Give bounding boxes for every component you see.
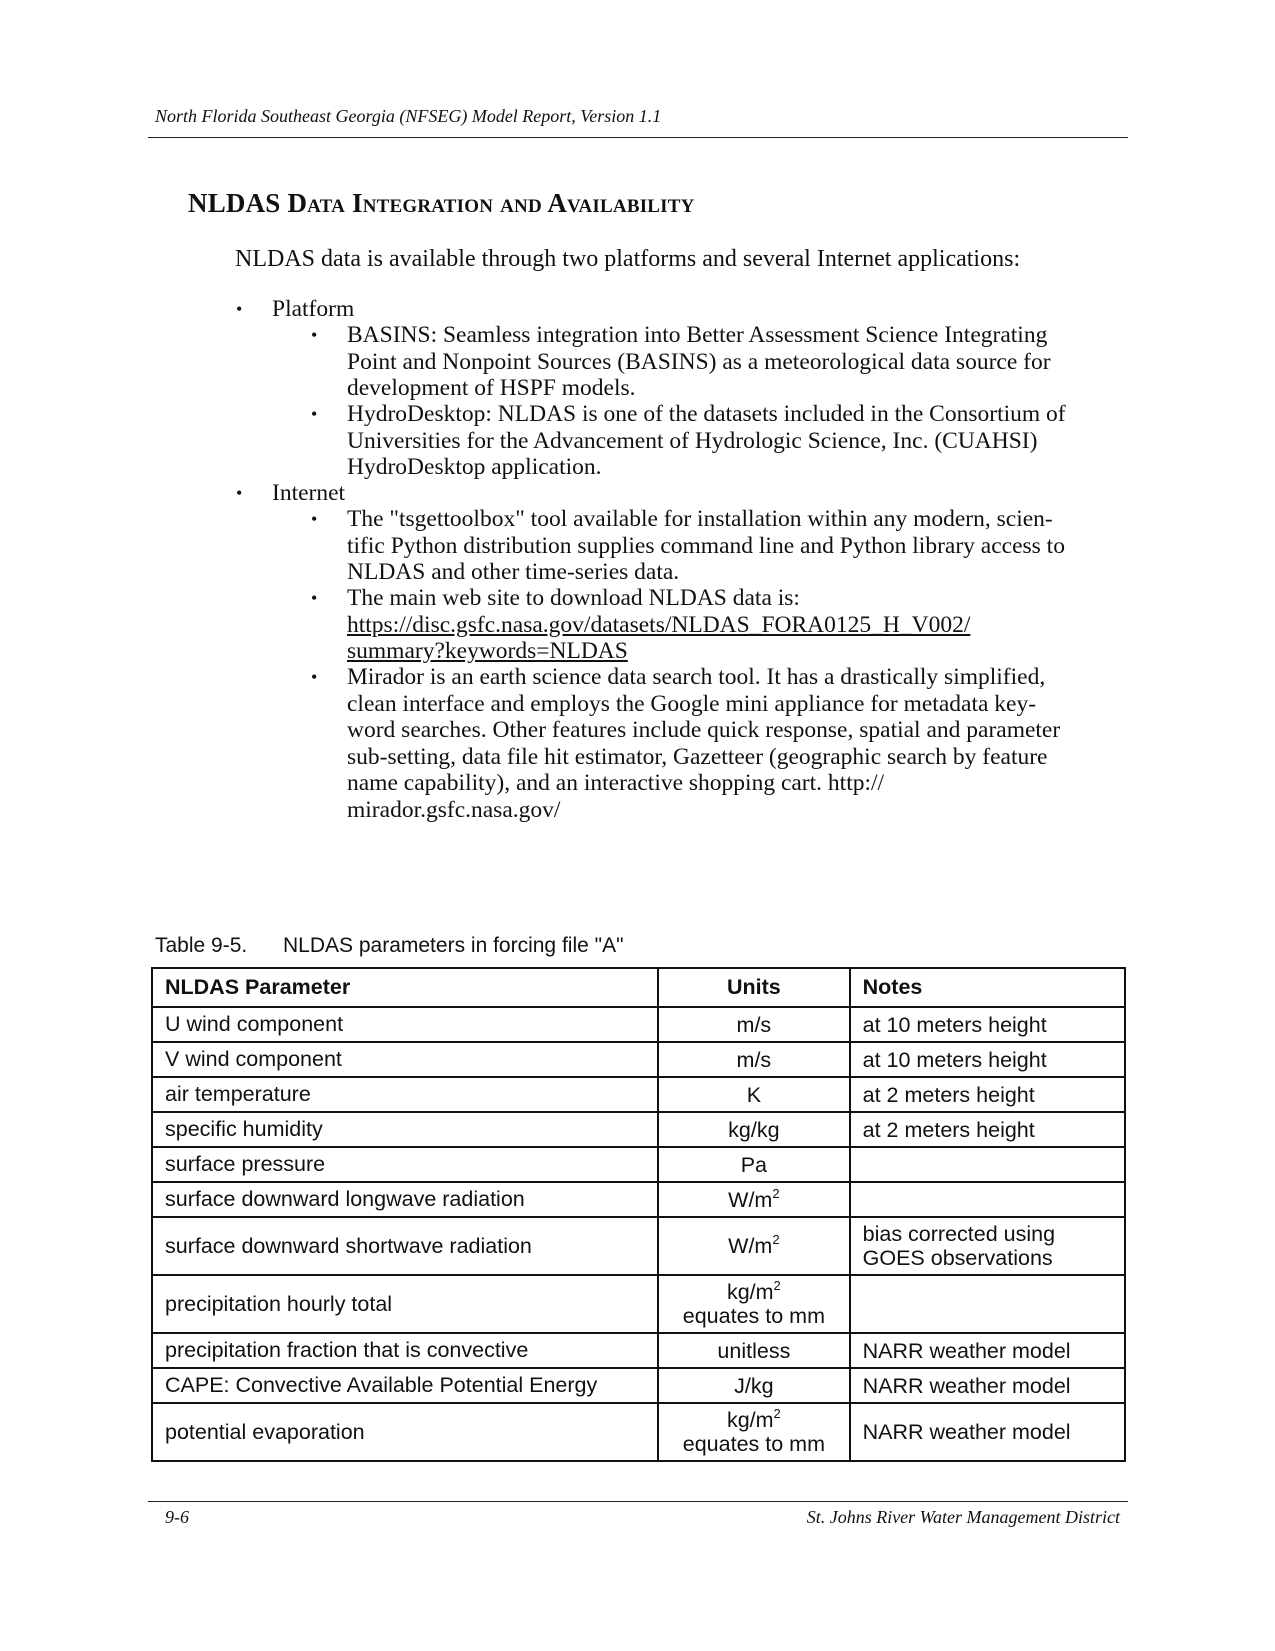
table-body xyxy=(152,1007,1125,1461)
unit-note: equates to mm xyxy=(682,1432,825,1456)
list-item-mirador xyxy=(347,664,1127,823)
nldas-parameters-table xyxy=(151,967,1126,1462)
footer-organization: St. Johns River Water Management District xyxy=(806,1507,1120,1527)
column-header-units: Units xyxy=(658,968,850,1007)
bullet: • xyxy=(311,325,318,345)
notes-cell xyxy=(850,1275,1125,1333)
notes-line: at 2 meters height xyxy=(862,1082,1035,1107)
unit-exponent: 2 xyxy=(773,1278,781,1293)
notes-cell xyxy=(850,1368,1125,1403)
parameter-cell: U wind component xyxy=(152,1007,658,1042)
table-row xyxy=(152,1042,1125,1077)
notes-cell xyxy=(850,1182,1125,1217)
text-line: HydroDesktop: NLDAS is one of the datasets included in the Consortium of xyxy=(347,401,1066,427)
list-item-platform: Platform xyxy=(272,296,355,322)
units-line xyxy=(671,1374,837,1398)
text-line: tific Python distribution supplies command line and Python library access to xyxy=(347,532,1065,559)
text-line: NLDAS and other time-series data. xyxy=(347,559,680,585)
parameter-cell: precipitation fraction that is convective xyxy=(152,1333,658,1368)
download-link[interactable]: summary?keywords=NLDAS xyxy=(347,638,628,664)
unit-exponent: 2 xyxy=(773,1406,781,1421)
units-line xyxy=(671,1234,837,1258)
notes-line: NARR weather model xyxy=(862,1420,1071,1444)
intro-paragraph: NLDAS data is available through two platforms and several Internet applications: xyxy=(235,246,1021,272)
units-cell xyxy=(658,1112,850,1147)
table-caption xyxy=(155,934,624,958)
bullet: • xyxy=(311,404,318,424)
parameter-cell: surface downward shortwave radiation xyxy=(152,1217,658,1275)
text-line: HydroDesktop application. xyxy=(347,454,602,480)
units-line xyxy=(671,1153,837,1177)
table-row xyxy=(152,1275,1125,1333)
units-cell xyxy=(658,1403,850,1461)
table-number: Table 9-5. xyxy=(155,934,248,957)
table-row xyxy=(152,1147,1125,1182)
text-line: Point and Nonpoint Sources (BASINS) as a meteorological data source for xyxy=(347,348,1051,375)
unit-text: kg/kg xyxy=(728,1117,780,1142)
notes-cell xyxy=(850,1112,1125,1147)
notes-line: at 2 meters height xyxy=(862,1117,1035,1142)
notes-cell xyxy=(850,1403,1125,1461)
units-cell xyxy=(658,1042,850,1077)
text-line: name capability), and an interactive shopping cart. http:// xyxy=(347,770,885,796)
units-cell xyxy=(658,1007,850,1042)
bullet: • xyxy=(236,483,243,503)
parameter-cell: specific humidity xyxy=(152,1112,658,1147)
units-line xyxy=(671,1118,837,1142)
list-item-tsgettoolbox xyxy=(347,506,1127,586)
notes-cell xyxy=(850,1333,1125,1368)
notes-line: GOES observations xyxy=(862,1246,1053,1270)
parameter-cell: V wind component xyxy=(152,1042,658,1077)
unit-exponent: 2 xyxy=(772,1185,780,1201)
units-line xyxy=(671,1408,837,1432)
text-line: BASINS: Seamless integration into Better Assessment Science Integrating xyxy=(347,322,1048,348)
notes-cell xyxy=(850,1077,1125,1112)
units-line xyxy=(671,1185,837,1212)
notes-cell xyxy=(850,1217,1125,1275)
list-item-basins xyxy=(347,322,1127,402)
units-cell xyxy=(658,1333,850,1368)
table-row xyxy=(152,1333,1125,1368)
bullet: • xyxy=(311,667,318,687)
parameter-cell: precipitation hourly total xyxy=(152,1275,658,1333)
unit-text: W/m xyxy=(728,1187,773,1212)
notes-line: at 10 meters height xyxy=(862,1012,1047,1037)
footer-rule xyxy=(148,1501,1128,1502)
table-row xyxy=(152,1403,1125,1461)
list-item-download-site xyxy=(347,585,1127,665)
text-line: mirador.gsfc.nasa.gov/ xyxy=(347,796,561,823)
running-header: North Florida Southeast Georgia (NFSEG) Model Report, Version 1.1 xyxy=(155,106,662,126)
text-line: The main web site to download NLDAS data is: xyxy=(347,585,800,611)
notes-line: NARR weather model xyxy=(862,1338,1071,1363)
unit-note: equates to mm xyxy=(682,1304,825,1328)
header-rule xyxy=(148,137,1128,138)
unit-text: unitless xyxy=(717,1338,791,1363)
unit-text: m/s xyxy=(736,1047,772,1072)
unit-exponent: 2 xyxy=(772,1232,780,1247)
unit-text: J/kg xyxy=(734,1373,774,1398)
page-number: 9-6 xyxy=(165,1507,189,1527)
units-cell xyxy=(658,1217,850,1275)
bullet: • xyxy=(311,588,318,608)
text-line: The "tsgettoolbox" tool available for installation within any modern, scien- xyxy=(347,506,1053,532)
text-line: development of HSPF models. xyxy=(347,375,636,401)
parameter-cell: surface pressure xyxy=(152,1147,658,1182)
text-line: Mirador is an earth science data search tool. It has a drastically simplified, xyxy=(347,664,1046,690)
units-cell xyxy=(658,1077,850,1112)
unit-text: K xyxy=(746,1082,762,1107)
units-cell xyxy=(658,1368,850,1403)
unit-text: kg/m xyxy=(726,1280,774,1304)
notes-cell xyxy=(850,1042,1125,1077)
notes-cell xyxy=(850,1007,1125,1042)
notes-line: bias corrected using xyxy=(862,1222,1056,1246)
table-row xyxy=(152,1007,1125,1042)
notes-cell xyxy=(850,1147,1125,1182)
bullet: • xyxy=(311,509,318,529)
notes-line: at 10 meters height xyxy=(862,1047,1047,1072)
table-row xyxy=(152,1217,1125,1275)
column-header-notes: Notes xyxy=(850,968,1125,1007)
units-line xyxy=(671,1339,837,1363)
table-title: NLDAS parameters in forcing file "A" xyxy=(283,934,624,957)
units-line xyxy=(671,1048,837,1072)
list-item-internet: Internet xyxy=(272,480,346,506)
unit-text: m/s xyxy=(736,1012,772,1037)
text-line: clean interface and employs the Google mini appliance for metadata key- xyxy=(347,690,1037,717)
unit-text: W/m xyxy=(728,1234,773,1258)
table-row xyxy=(152,1182,1125,1217)
table-row xyxy=(152,1368,1125,1403)
download-link[interactable]: https://disc.gsfc.nasa.gov/datasets/NLDAS_FORA0125_H_V002/ xyxy=(347,611,971,638)
table-row xyxy=(152,1077,1125,1112)
list-item-hydrodesktop xyxy=(347,401,1127,481)
parameter-cell: surface downward longwave radiation xyxy=(152,1182,658,1217)
parameter-cell: CAPE: Convective Available Potential Energy xyxy=(152,1368,658,1403)
text-line: Universities for the Advancement of Hydrologic Science, Inc. (CUAHSI) xyxy=(347,427,1038,454)
units-line xyxy=(671,1083,837,1107)
units-cell xyxy=(658,1182,850,1217)
units-cell xyxy=(658,1147,850,1182)
text-line: sub-setting, data file hit estimator, Gazetteer (geographic search by feature xyxy=(347,743,1048,770)
unit-text: Pa xyxy=(740,1152,768,1177)
notes-line: NARR weather model xyxy=(862,1373,1071,1398)
table-header-row xyxy=(152,968,1125,1007)
section-heading: NLDAS Data Integration and Availability xyxy=(188,188,695,218)
column-header-parameter: NLDAS Parameter xyxy=(152,968,658,1007)
units-line xyxy=(671,1013,837,1037)
parameter-cell: potential evaporation xyxy=(152,1403,658,1461)
units-line xyxy=(671,1280,837,1304)
bullet: • xyxy=(236,299,243,319)
table-row xyxy=(152,1112,1125,1147)
unit-text: kg/m xyxy=(726,1408,774,1432)
text-line: word searches. Other features include quick response, spatial and parameter xyxy=(347,717,1061,743)
units-cell xyxy=(658,1275,850,1333)
parameter-cell: air temperature xyxy=(152,1077,658,1112)
